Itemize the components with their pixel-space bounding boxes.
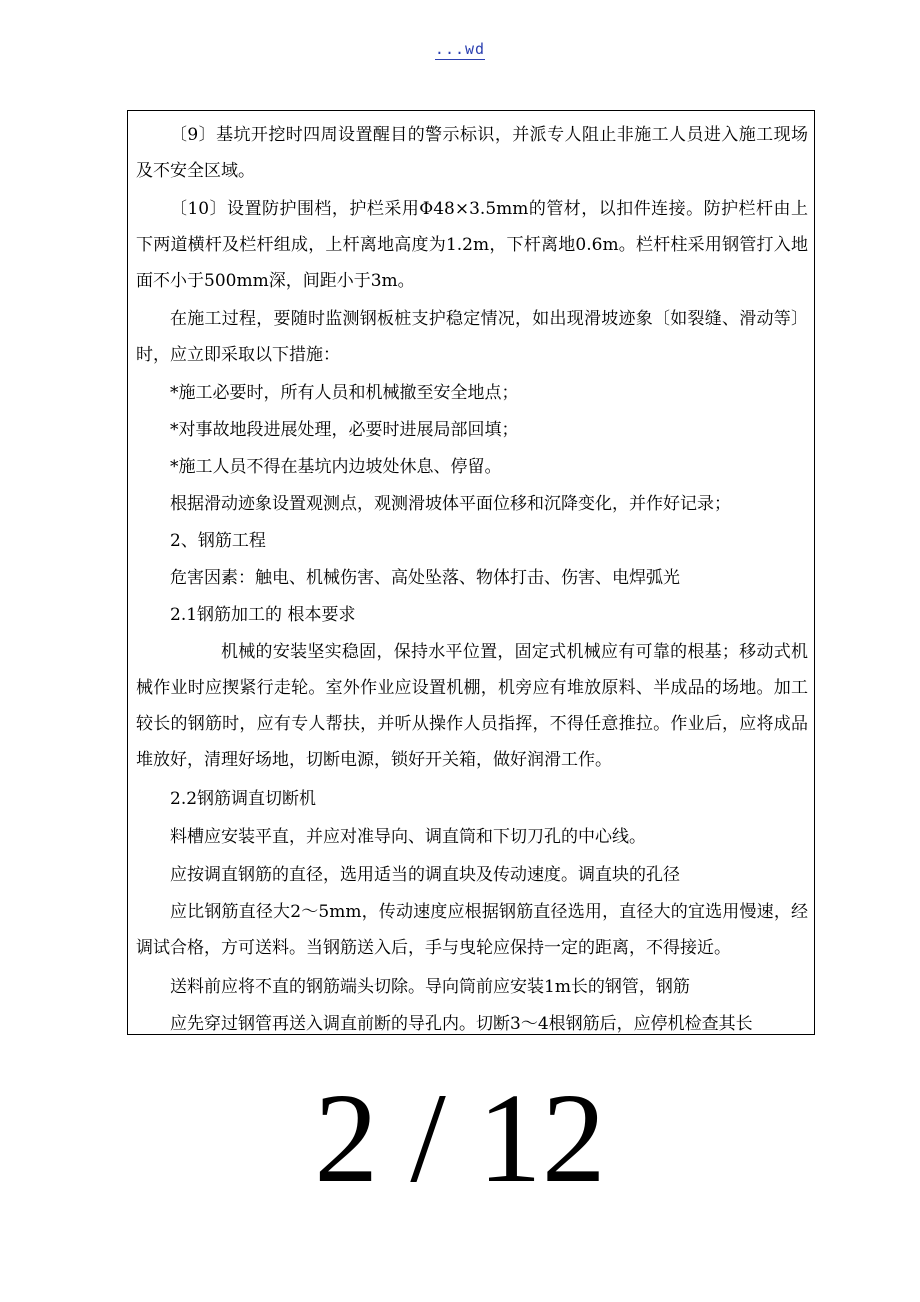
paragraph-warning-signs: 〔9〕基坑开挖时四周设置醒目的警示标识，并派专人阻止非施工人员进入施工现场及不安全区域。 (136, 125, 808, 181)
paragraph-guardrail: 〔10〕设置防护围档，护栏采用Φ48×3.5mm的管材，以扣件连接。防护栏杆由上下两道横杆及栏杆组成，上杆离地高度为1.2m，下杆离地0.6m。栏杆柱采用钢管打入地面不小于500mm深，间距小于3m。 (136, 199, 808, 291)
paragraph-machine-install: 机械的安装坚实稳固，保持水平位置，固定式机械应有可靠的根基；移动式机械作业时应揳紧行走轮。室外作业应设置机棚，机旁应有堆放原料、半成品的场地。加工较长的钢筋时，应有专人帮扶，并听从操作人员指挥，不得任意推拉。作业后，应将成品堆放好，清理好场地，切断电源，锁好开关箱，做好润滑工作。 (136, 642, 808, 770)
subsection-heading: 2.2钢筋调直切断机 (170, 789, 317, 809)
content-box (127, 110, 815, 1035)
measure-item: *施工必要时，所有人员和机械撤至安全地点； (170, 383, 519, 403)
header-mark (0, 40, 920, 58)
paragraph-feeding: 送料前应将不直的钢筋端头切除。导向筒前应安装1m长的钢管，钢筋 (170, 977, 690, 997)
subsection-heading: 2.1钢筋加工的 根本要求 (170, 605, 356, 625)
paragraph-speed: 应比钢筋直径大2～5mm，传动速度应根据钢筋直径选用，直径大的宜选用慢速，经调试合格，方可送料。当钢筋送入后，手与曳轮应保持一定的距离，不得接近。 (136, 902, 808, 958)
paragraph-monitoring: 在施工过程，要随时监测钢板桩支护稳定情况，如出现滑坡迹象〔如裂缝、滑动等〕时，应立即采取以下措施： (136, 309, 808, 365)
paragraph-diameter: 应按调直钢筋的直径，选用适当的调直块及传动速度。调直块的孔径 (170, 865, 680, 885)
paragraph-threading: 应先穿过钢管再送入调直前断的导孔内。切断3～4根钢筋后，应停机检查其长 (170, 1014, 753, 1034)
measure-item: *施工人员不得在基坑内边坡处休息、停留。 (170, 457, 502, 477)
page-number: 2 / 12 (314, 1067, 606, 1209)
paragraph-hazards: 危害因素：触电、机械伤害、高处坠落、物体打击、伤害、电焊弧光 (170, 568, 680, 588)
paragraph-observation: 根据滑动迹象设置观测点，观测滑坡体平面位移和沉降变化，并作好记录； (170, 494, 731, 514)
measure-item: *对事故地段进展处理，必要时进展局部回填； (170, 420, 519, 440)
paragraph-trough: 料槽应安装平直，并应对准导向、调直筒和下切刀孔的中心线。 (170, 827, 646, 847)
section-heading: 2、钢筋工程 (170, 531, 266, 551)
header-mark-text: ...wd (434, 40, 486, 58)
